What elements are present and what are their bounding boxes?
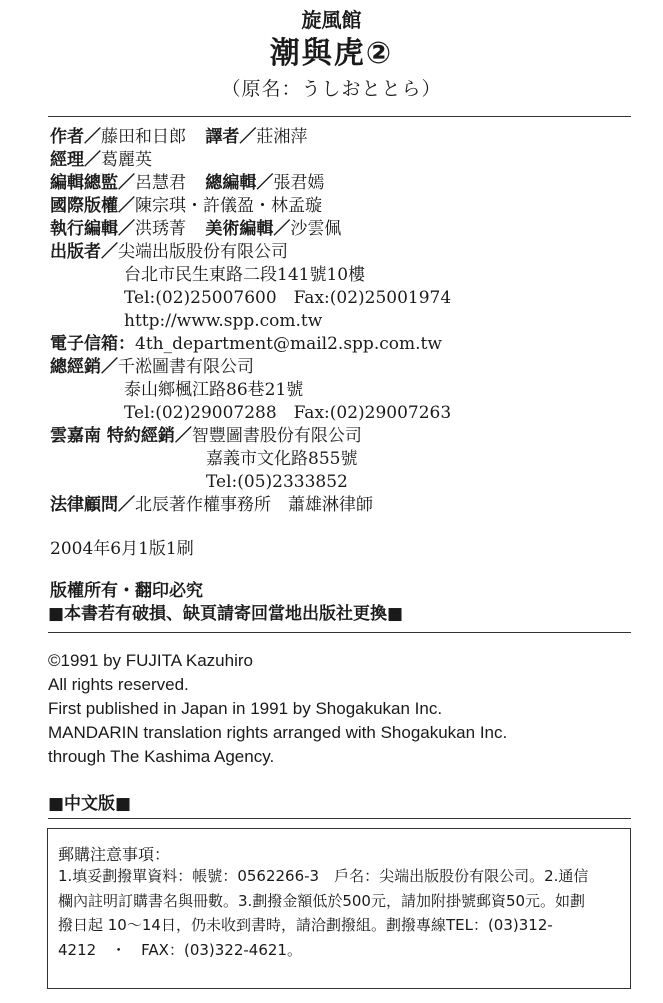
divider-bottom (48, 818, 631, 819)
exec-editor-label: 執行編輯／ (50, 219, 135, 239)
credit-email-row (50, 333, 442, 355)
all-rights-reserved: All rights reserved. (48, 675, 189, 694)
copyright-line: ©1991 by FUJITA Kazuhiro (48, 651, 253, 670)
first-published-line: First published in Japan in 1991 by Shogakukan Inc. (48, 699, 443, 718)
credit-distributor-row (50, 356, 254, 378)
credit-exec-editor-row (50, 218, 341, 240)
agency-line: through The Kashima Agency. (48, 747, 275, 766)
publisher-imprint: 旋風館 (301, 8, 362, 32)
credit-publisher-row (50, 241, 288, 263)
original-title: （原名：うしおととら） (221, 78, 442, 100)
regional-name: 智豐圖書股份有限公司 (191, 426, 362, 446)
chief-editor-name: 張君嫣 (273, 173, 325, 193)
divider-top (48, 116, 631, 117)
email-label: 電子信箱： (50, 334, 135, 354)
art-editor-name: 沙雲佩 (290, 219, 342, 239)
chief-editor-label: 總編輯／ (205, 173, 274, 193)
mail-order-body: 1.填妥劃撥單資料：帳號：0562266-3 戶名：尖端出版股份有限公司。2.通信欄內註明訂購書名與冊數。3.劃撥金額低於500元，請加附掛號郵資50元。如劃撥日起 10～14日，仍未收到書時，請洽劃撥組。劃撥專線TEL：(03)312-4212 ・ FAX：(03)322-4621。 (58, 867, 589, 959)
distributor-phone: Tel:(02)29007288 Fax:(02)29007263 (124, 403, 452, 423)
distributor-address: 泰山鄉楓江路86巷21號 (124, 380, 304, 400)
distributor-label: 總經銷／ (50, 357, 118, 377)
chinese-edition-label: ■中文版■ (48, 794, 132, 814)
art-editor-label: 美術編輯／ (205, 219, 291, 239)
damage-notice: ■本書若有破損、缺頁請寄回當地出版社更換■ (48, 604, 404, 624)
legal-name: 北辰著作權事務所 蕭雄淋律師 (135, 495, 373, 515)
translation-rights-line: MANDARIN translation rights arranged with Shogakukan Inc. (48, 723, 508, 742)
manager-label: 經理／ (50, 150, 101, 170)
email-address: 4th_department@mail2.spp.com.tw (135, 334, 442, 354)
intl-rights-names: 陳宗琪・許儀盈・林孟璇 (135, 196, 322, 216)
publisher-phone: Tel:(02)25007600 Fax:(02)25001974 (124, 288, 452, 308)
credit-legal-row (50, 494, 373, 516)
credit-regional-row (50, 425, 362, 447)
regional-label: 雲嘉南 特約經銷／ (50, 426, 192, 446)
publisher-url: http://www.spp.com.tw (124, 311, 323, 331)
manager-name: 葛麗英 (101, 150, 152, 170)
editorial-director-label: 編輯總監／ (50, 173, 135, 193)
translator-name: 莊湘萍 (256, 127, 308, 147)
mail-order-title: 郵購注意事項： (58, 845, 171, 864)
regional-address: 嘉義市文化路855號 (206, 449, 358, 469)
distributor-name: 千淞圖書有限公司 (118, 357, 254, 377)
publisher-label: 出版者／ (50, 242, 118, 262)
exec-editor-name: 洪琇菁 (135, 219, 186, 239)
regional-phone: Tel:(05)2333852 (206, 472, 348, 492)
credit-author-row (50, 126, 307, 148)
publisher-address: 台北市民生東路二段141號10樓 (124, 265, 366, 285)
credit-editors-row (50, 172, 324, 194)
author-label: 作者／ (50, 127, 101, 147)
rights-reserved-cn: 版權所有・翻印必究 (50, 581, 203, 601)
credit-manager-row (50, 149, 152, 171)
editorial-director-name: 呂慧君 (135, 173, 186, 193)
intl-rights-label: 國際版權／ (50, 196, 135, 216)
author-name: 藤田和日郎 (101, 127, 186, 147)
edition-date: 2004年6月1版1刷 (50, 539, 194, 559)
legal-label: 法律顧問／ (50, 495, 135, 515)
divider-middle (48, 632, 631, 633)
publisher-name: 尖端出版股份有限公司 (118, 242, 288, 262)
translator-label: 譯者／ (205, 127, 257, 147)
credit-intl-rights-row (50, 195, 322, 217)
book-title: 潮與虎② (269, 36, 394, 71)
